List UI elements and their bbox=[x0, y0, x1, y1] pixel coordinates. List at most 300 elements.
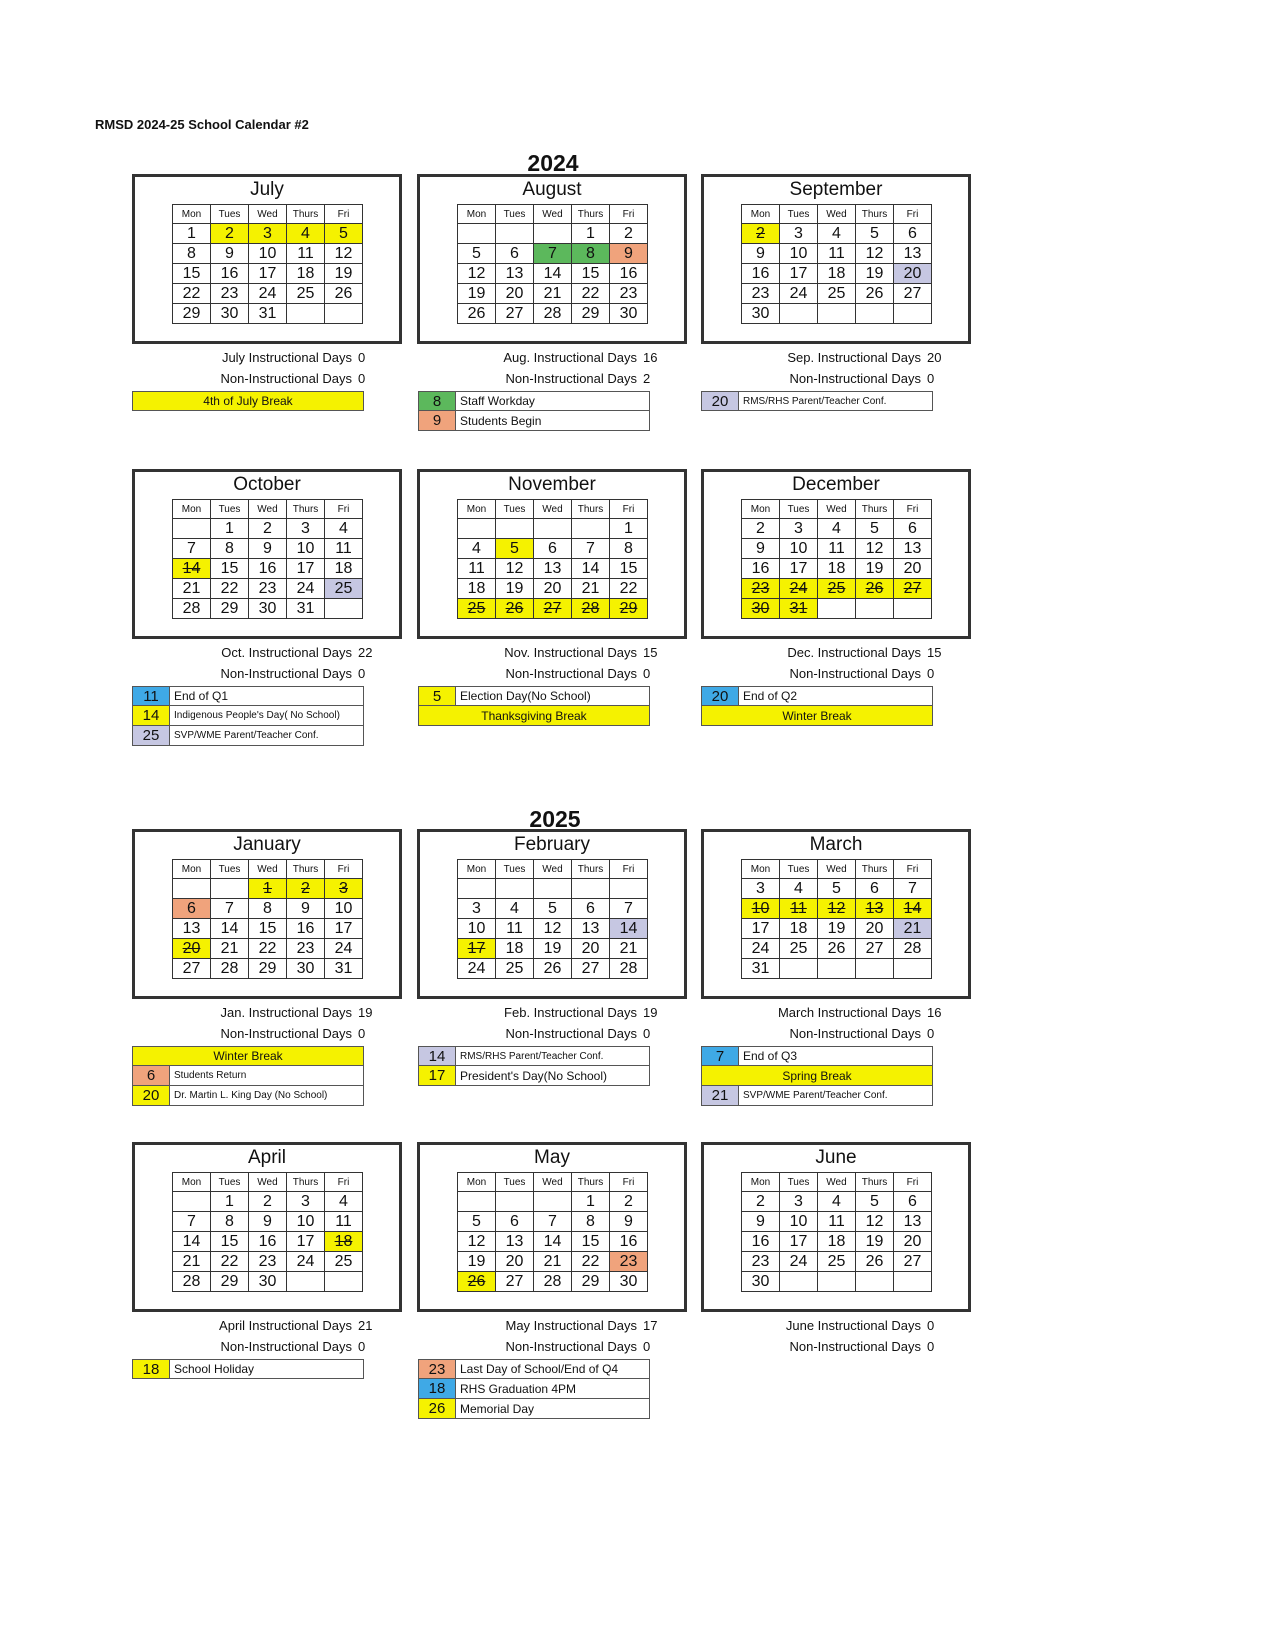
month-legend bbox=[132, 391, 364, 411]
day-cell: 21 bbox=[610, 939, 648, 959]
day-cell bbox=[818, 1272, 856, 1292]
day-cell: 16 bbox=[287, 919, 325, 939]
day-cell: 11 bbox=[818, 539, 856, 559]
day-cell: 24 bbox=[249, 284, 287, 304]
day-cell: 12 bbox=[325, 244, 363, 264]
day-cell: 27 bbox=[496, 1272, 534, 1292]
stat-value: 22 bbox=[358, 645, 373, 660]
legend-label: RMS/RHS Parent/Teacher Conf. bbox=[460, 1050, 604, 1062]
day-cell: 27 bbox=[894, 1252, 932, 1272]
day-cell: 2 bbox=[610, 224, 648, 244]
legend-day-swatch: 20 bbox=[702, 687, 739, 705]
legend-item bbox=[132, 1359, 364, 1379]
day-cell bbox=[818, 599, 856, 619]
day-cell: 22 bbox=[572, 1252, 610, 1272]
legend-item bbox=[701, 706, 933, 726]
month-name: September bbox=[789, 179, 883, 200]
day-cell: 18 bbox=[325, 559, 363, 579]
month-december bbox=[701, 469, 971, 639]
day-cell: 19 bbox=[458, 1252, 496, 1272]
day-cell: 30 bbox=[249, 1272, 287, 1292]
month-legend bbox=[701, 1046, 933, 1106]
day-cell: 24 bbox=[780, 284, 818, 304]
day-cell: 25 bbox=[818, 1252, 856, 1272]
day-cell: 10 bbox=[780, 1212, 818, 1232]
stat-value: 21 bbox=[358, 1318, 373, 1333]
stat-row bbox=[427, 1002, 707, 1023]
weekday-header: Thurs bbox=[572, 1173, 610, 1192]
day-cell: 25 bbox=[325, 1252, 363, 1272]
legend-item bbox=[418, 1359, 650, 1379]
day-cell: 4 bbox=[325, 1192, 363, 1212]
day-cell: 10 bbox=[780, 244, 818, 264]
day-cell: 9 bbox=[742, 539, 780, 559]
week-row bbox=[173, 879, 363, 899]
week-row bbox=[173, 304, 363, 324]
week-row bbox=[742, 284, 932, 304]
day-cell bbox=[534, 1192, 572, 1212]
legend-label: Staff Workday bbox=[460, 394, 535, 408]
legend-day-swatch: 23 bbox=[419, 1360, 456, 1378]
month-legend bbox=[132, 1359, 364, 1379]
weekday-header: Wed bbox=[818, 205, 856, 224]
day-cell bbox=[894, 959, 932, 979]
day-cell bbox=[894, 1272, 932, 1292]
weekday-header: Fri bbox=[894, 205, 932, 224]
month-name: November bbox=[508, 474, 596, 495]
stat-row bbox=[711, 347, 991, 368]
day-cell: 4 bbox=[780, 879, 818, 899]
legend-day-swatch: 20 bbox=[133, 1086, 170, 1105]
day-cell: 23 bbox=[610, 284, 648, 304]
stat-row bbox=[142, 1336, 422, 1357]
week-row bbox=[742, 559, 932, 579]
day-cell bbox=[780, 959, 818, 979]
day-cell: 19 bbox=[325, 264, 363, 284]
day-cell bbox=[856, 599, 894, 619]
day-cell: 17 bbox=[287, 1232, 325, 1252]
day-cell: 28 bbox=[173, 599, 211, 619]
day-cell bbox=[325, 599, 363, 619]
day-cell bbox=[173, 1192, 211, 1212]
day-cell bbox=[894, 304, 932, 324]
week-row bbox=[458, 899, 648, 919]
weekday-header: Mon bbox=[458, 500, 496, 519]
day-cell: 18 bbox=[818, 559, 856, 579]
day-cell: 12 bbox=[534, 919, 572, 939]
day-cell: 5 bbox=[856, 224, 894, 244]
stat-row bbox=[427, 1023, 707, 1044]
stat-label: Non-Instructional Days bbox=[220, 1339, 352, 1354]
month-march bbox=[701, 829, 971, 999]
stat-label: Oct. Instructional Days bbox=[221, 645, 352, 660]
day-cell: 2 bbox=[742, 519, 780, 539]
day-cell: 25 bbox=[325, 579, 363, 599]
day-cell: 12 bbox=[458, 1232, 496, 1252]
stat-label: Non-Instructional Days bbox=[220, 1026, 352, 1041]
day-cell bbox=[856, 1272, 894, 1292]
stat-label: March Instructional Days bbox=[777, 1005, 921, 1020]
day-cell: 20 bbox=[572, 939, 610, 959]
day-cell: 1 bbox=[211, 519, 249, 539]
day-cell: 9 bbox=[211, 244, 249, 264]
week-row bbox=[742, 264, 932, 284]
legend-item bbox=[418, 1399, 650, 1419]
week-row bbox=[458, 559, 648, 579]
day-cell bbox=[610, 879, 648, 899]
day-cell: 17 bbox=[780, 264, 818, 284]
day-cell: 13 bbox=[496, 264, 534, 284]
day-cell: 20 bbox=[894, 559, 932, 579]
week-row bbox=[173, 919, 363, 939]
day-cell: 19 bbox=[818, 919, 856, 939]
day-cell bbox=[458, 519, 496, 539]
day-cell: 3 bbox=[780, 519, 818, 539]
day-cell bbox=[534, 224, 572, 244]
day-cell: 23 bbox=[249, 1252, 287, 1272]
day-cell: 26 bbox=[856, 579, 894, 599]
stat-value: 0 bbox=[927, 371, 935, 386]
month-april bbox=[132, 1142, 402, 1312]
weekday-header: Fri bbox=[325, 860, 363, 879]
month-name: August bbox=[522, 179, 582, 200]
day-cell: 18 bbox=[287, 264, 325, 284]
day-cell bbox=[856, 959, 894, 979]
day-cell: 26 bbox=[496, 599, 534, 619]
stat-row bbox=[427, 347, 707, 368]
legend-label: Students Begin bbox=[460, 413, 542, 428]
stat-value: 16 bbox=[927, 1005, 942, 1020]
day-cell: 25 bbox=[818, 284, 856, 304]
legend-label: Election Day(No School) bbox=[460, 689, 591, 703]
week-row bbox=[742, 1192, 932, 1212]
week-row bbox=[458, 1192, 648, 1212]
month-grid bbox=[172, 859, 363, 979]
day-cell: 4 bbox=[325, 519, 363, 539]
month-stats bbox=[142, 1315, 422, 1357]
day-cell: 7 bbox=[894, 879, 932, 899]
stat-row bbox=[142, 1023, 422, 1044]
day-cell: 17 bbox=[287, 559, 325, 579]
day-cell: 21 bbox=[211, 939, 249, 959]
month-november bbox=[417, 469, 687, 639]
day-cell: 24 bbox=[780, 579, 818, 599]
day-cell: 5 bbox=[496, 539, 534, 559]
day-cell: 2 bbox=[249, 519, 287, 539]
weekday-header: Fri bbox=[610, 500, 648, 519]
stat-label: Nov. Instructional Days bbox=[504, 645, 637, 660]
stat-row bbox=[142, 642, 422, 663]
day-cell: 29 bbox=[211, 599, 249, 619]
weekday-header: Fri bbox=[325, 1173, 363, 1192]
day-cell: 6 bbox=[496, 244, 534, 264]
day-cell: 28 bbox=[894, 939, 932, 959]
stat-label: Non-Instructional Days bbox=[789, 1339, 921, 1354]
stat-label: April Instructional Days bbox=[219, 1318, 352, 1333]
day-cell: 26 bbox=[534, 959, 572, 979]
day-cell: 25 bbox=[287, 284, 325, 304]
weekday-header: Fri bbox=[894, 500, 932, 519]
legend-item bbox=[418, 1379, 650, 1399]
day-cell: 13 bbox=[894, 244, 932, 264]
legend-item bbox=[701, 686, 933, 706]
stat-value: 16 bbox=[643, 350, 658, 365]
legend-label: End of Q3 bbox=[743, 1049, 798, 1063]
day-cell: 2 bbox=[742, 1192, 780, 1212]
weekday-header: Fri bbox=[610, 205, 648, 224]
legend-label: School Holiday bbox=[174, 1362, 255, 1376]
day-cell: 6 bbox=[572, 899, 610, 919]
month-name: October bbox=[233, 474, 301, 495]
legend-label: Spring Break bbox=[782, 1068, 852, 1083]
day-cell bbox=[780, 304, 818, 324]
month-stats bbox=[711, 642, 991, 684]
day-cell: 28 bbox=[173, 1272, 211, 1292]
legend-day-swatch: 7 bbox=[702, 1047, 739, 1065]
day-cell: 16 bbox=[211, 264, 249, 284]
legend-day-swatch: 9 bbox=[419, 411, 456, 430]
weekday-header: Fri bbox=[325, 500, 363, 519]
day-cell: 6 bbox=[894, 519, 932, 539]
day-cell bbox=[572, 879, 610, 899]
month-legend bbox=[701, 686, 933, 726]
year-heading-2024: 2024 bbox=[527, 150, 579, 176]
legend-item bbox=[132, 1066, 364, 1086]
day-cell: 17 bbox=[780, 559, 818, 579]
day-cell: 10 bbox=[287, 539, 325, 559]
day-cell: 12 bbox=[856, 244, 894, 264]
week-row bbox=[742, 879, 932, 899]
weekday-header: Fri bbox=[325, 205, 363, 224]
week-row bbox=[742, 599, 932, 619]
month-january bbox=[132, 829, 402, 999]
legend-label: SVP/WME Parent/Teacher Conf. bbox=[743, 1090, 888, 1101]
stat-value: 19 bbox=[358, 1005, 373, 1020]
weekday-header: Wed bbox=[534, 1173, 572, 1192]
legend-item bbox=[418, 411, 650, 431]
week-row bbox=[458, 1252, 648, 1272]
week-row bbox=[173, 1212, 363, 1232]
legend-item bbox=[132, 706, 364, 726]
day-cell: 1 bbox=[610, 519, 648, 539]
day-cell bbox=[818, 304, 856, 324]
week-row bbox=[173, 539, 363, 559]
day-cell: 21 bbox=[173, 579, 211, 599]
legend-label: SVP/WME Parent/Teacher Conf. bbox=[174, 730, 319, 741]
month-grid bbox=[172, 1172, 363, 1292]
weekday-header: Mon bbox=[742, 1173, 780, 1192]
day-cell: 30 bbox=[610, 1272, 648, 1292]
month-grid bbox=[741, 499, 932, 619]
stat-label: Non-Instructional Days bbox=[220, 371, 352, 386]
legend-item bbox=[701, 1046, 933, 1066]
day-cell: 26 bbox=[818, 939, 856, 959]
stat-value: 19 bbox=[643, 1005, 658, 1020]
stat-label: May Instructional Days bbox=[505, 1318, 637, 1333]
month-stats bbox=[142, 642, 422, 684]
day-cell: 21 bbox=[173, 1252, 211, 1272]
week-row bbox=[458, 1212, 648, 1232]
stat-row bbox=[711, 663, 991, 684]
week-row bbox=[742, 224, 932, 244]
day-cell: 15 bbox=[173, 264, 211, 284]
month-october bbox=[132, 469, 402, 639]
month-legend bbox=[132, 1046, 364, 1106]
day-cell: 15 bbox=[211, 1232, 249, 1252]
weekday-header: Thurs bbox=[287, 500, 325, 519]
legend-day-swatch: 6 bbox=[133, 1066, 170, 1085]
week-row bbox=[742, 1212, 932, 1232]
day-cell: 31 bbox=[780, 599, 818, 619]
stat-value: 15 bbox=[643, 645, 658, 660]
day-cell: 3 bbox=[742, 879, 780, 899]
day-cell: 18 bbox=[325, 1232, 363, 1252]
month-legend bbox=[418, 391, 650, 431]
weekday-header: Thurs bbox=[856, 1173, 894, 1192]
day-cell: 17 bbox=[780, 1232, 818, 1252]
day-cell: 5 bbox=[856, 519, 894, 539]
legend-item bbox=[418, 706, 650, 726]
stat-row bbox=[427, 642, 707, 663]
week-row bbox=[742, 919, 932, 939]
week-row bbox=[173, 899, 363, 919]
day-cell: 4 bbox=[458, 539, 496, 559]
day-cell: 8 bbox=[572, 1212, 610, 1232]
day-cell bbox=[211, 879, 249, 899]
day-cell: 12 bbox=[856, 1212, 894, 1232]
legend-day-swatch: 5 bbox=[419, 687, 456, 705]
weekday-header: Mon bbox=[742, 500, 780, 519]
week-row bbox=[742, 959, 932, 979]
legend-label: Last Day of School/End of Q4 bbox=[460, 1362, 619, 1376]
legend-day-swatch: 21 bbox=[702, 1086, 739, 1105]
month-grid bbox=[741, 1172, 932, 1292]
weekday-header: Wed bbox=[818, 1173, 856, 1192]
legend-item bbox=[701, 1086, 933, 1106]
stat-label: June Instructional Days bbox=[785, 1318, 921, 1333]
weekday-header: Mon bbox=[742, 205, 780, 224]
day-cell: 27 bbox=[572, 959, 610, 979]
day-cell: 7 bbox=[572, 539, 610, 559]
day-cell bbox=[496, 1192, 534, 1212]
day-cell: 19 bbox=[856, 1232, 894, 1252]
month-stats bbox=[711, 347, 991, 389]
weekday-header: Tues bbox=[211, 500, 249, 519]
week-row bbox=[173, 559, 363, 579]
day-cell: 5 bbox=[458, 244, 496, 264]
legend-label: Indigenous People's Day( No School) bbox=[174, 710, 340, 721]
weekday-header: Thurs bbox=[287, 205, 325, 224]
weekday-header: Fri bbox=[894, 860, 932, 879]
day-cell: 14 bbox=[534, 1232, 572, 1252]
weekday-header: Fri bbox=[610, 1173, 648, 1192]
month-name: April bbox=[247, 1147, 286, 1168]
day-cell: 12 bbox=[458, 264, 496, 284]
day-cell: 16 bbox=[610, 1232, 648, 1252]
day-cell: 18 bbox=[780, 919, 818, 939]
stat-row bbox=[142, 347, 422, 368]
week-row bbox=[173, 519, 363, 539]
day-cell: 28 bbox=[211, 959, 249, 979]
weekday-header: Tues bbox=[780, 205, 818, 224]
legend-label: President's Day(No School) bbox=[460, 1068, 608, 1083]
legend-item bbox=[418, 686, 650, 706]
legend-day-swatch: 20 bbox=[702, 392, 739, 410]
week-row bbox=[173, 284, 363, 304]
weekday-header: Thurs bbox=[572, 205, 610, 224]
week-row bbox=[742, 539, 932, 559]
week-row bbox=[742, 939, 932, 959]
stat-label: Jan. Instructional Days bbox=[220, 1005, 352, 1020]
day-cell: 8 bbox=[211, 539, 249, 559]
weekday-header: Tues bbox=[780, 1173, 818, 1192]
day-cell: 12 bbox=[856, 539, 894, 559]
stat-value: 0 bbox=[358, 1026, 366, 1041]
day-cell: 10 bbox=[287, 1212, 325, 1232]
legend-item bbox=[418, 391, 650, 411]
day-cell bbox=[534, 519, 572, 539]
month-grid bbox=[741, 859, 932, 979]
legend-item bbox=[132, 1086, 364, 1106]
day-cell: 21 bbox=[894, 919, 932, 939]
stat-label: Non-Instructional Days bbox=[789, 1026, 921, 1041]
day-cell: 20 bbox=[496, 284, 534, 304]
stat-value: 15 bbox=[927, 645, 942, 660]
week-row bbox=[458, 284, 648, 304]
month-july bbox=[132, 174, 402, 344]
weekday-header: Thurs bbox=[856, 860, 894, 879]
day-cell: 18 bbox=[458, 579, 496, 599]
weekday-header: Wed bbox=[534, 500, 572, 519]
stat-row bbox=[427, 663, 707, 684]
stat-value: 0 bbox=[643, 1339, 651, 1354]
day-cell: 1 bbox=[572, 1192, 610, 1212]
day-cell: 28 bbox=[534, 1272, 572, 1292]
legend-label: RHS Graduation 4PM bbox=[460, 1381, 577, 1396]
day-cell: 17 bbox=[458, 939, 496, 959]
day-cell: 14 bbox=[173, 1232, 211, 1252]
day-cell: 25 bbox=[780, 939, 818, 959]
weekday-header: Mon bbox=[742, 860, 780, 879]
day-cell: 7 bbox=[534, 244, 572, 264]
month-stats bbox=[711, 1002, 991, 1044]
day-cell: 26 bbox=[856, 1252, 894, 1272]
weekday-header: Thurs bbox=[856, 500, 894, 519]
weekday-header: Tues bbox=[211, 860, 249, 879]
week-row bbox=[742, 579, 932, 599]
weekday-header: Mon bbox=[173, 205, 211, 224]
weekday-header: Wed bbox=[818, 860, 856, 879]
day-cell: 3 bbox=[458, 899, 496, 919]
day-cell: 11 bbox=[325, 1212, 363, 1232]
weekday-header: Fri bbox=[894, 1173, 932, 1192]
month-grid bbox=[457, 499, 648, 619]
day-cell bbox=[534, 879, 572, 899]
day-cell: 9 bbox=[249, 539, 287, 559]
day-cell: 30 bbox=[742, 599, 780, 619]
day-cell: 3 bbox=[287, 1192, 325, 1212]
month-legend bbox=[418, 1046, 650, 1086]
day-cell: 15 bbox=[610, 559, 648, 579]
day-cell: 14 bbox=[572, 559, 610, 579]
day-cell: 17 bbox=[325, 919, 363, 939]
day-cell: 5 bbox=[534, 899, 572, 919]
stat-value: 0 bbox=[358, 371, 366, 386]
month-grid bbox=[457, 859, 648, 979]
stat-row bbox=[427, 1315, 707, 1336]
month-name: May bbox=[534, 1147, 570, 1168]
day-cell: 1 bbox=[211, 1192, 249, 1212]
